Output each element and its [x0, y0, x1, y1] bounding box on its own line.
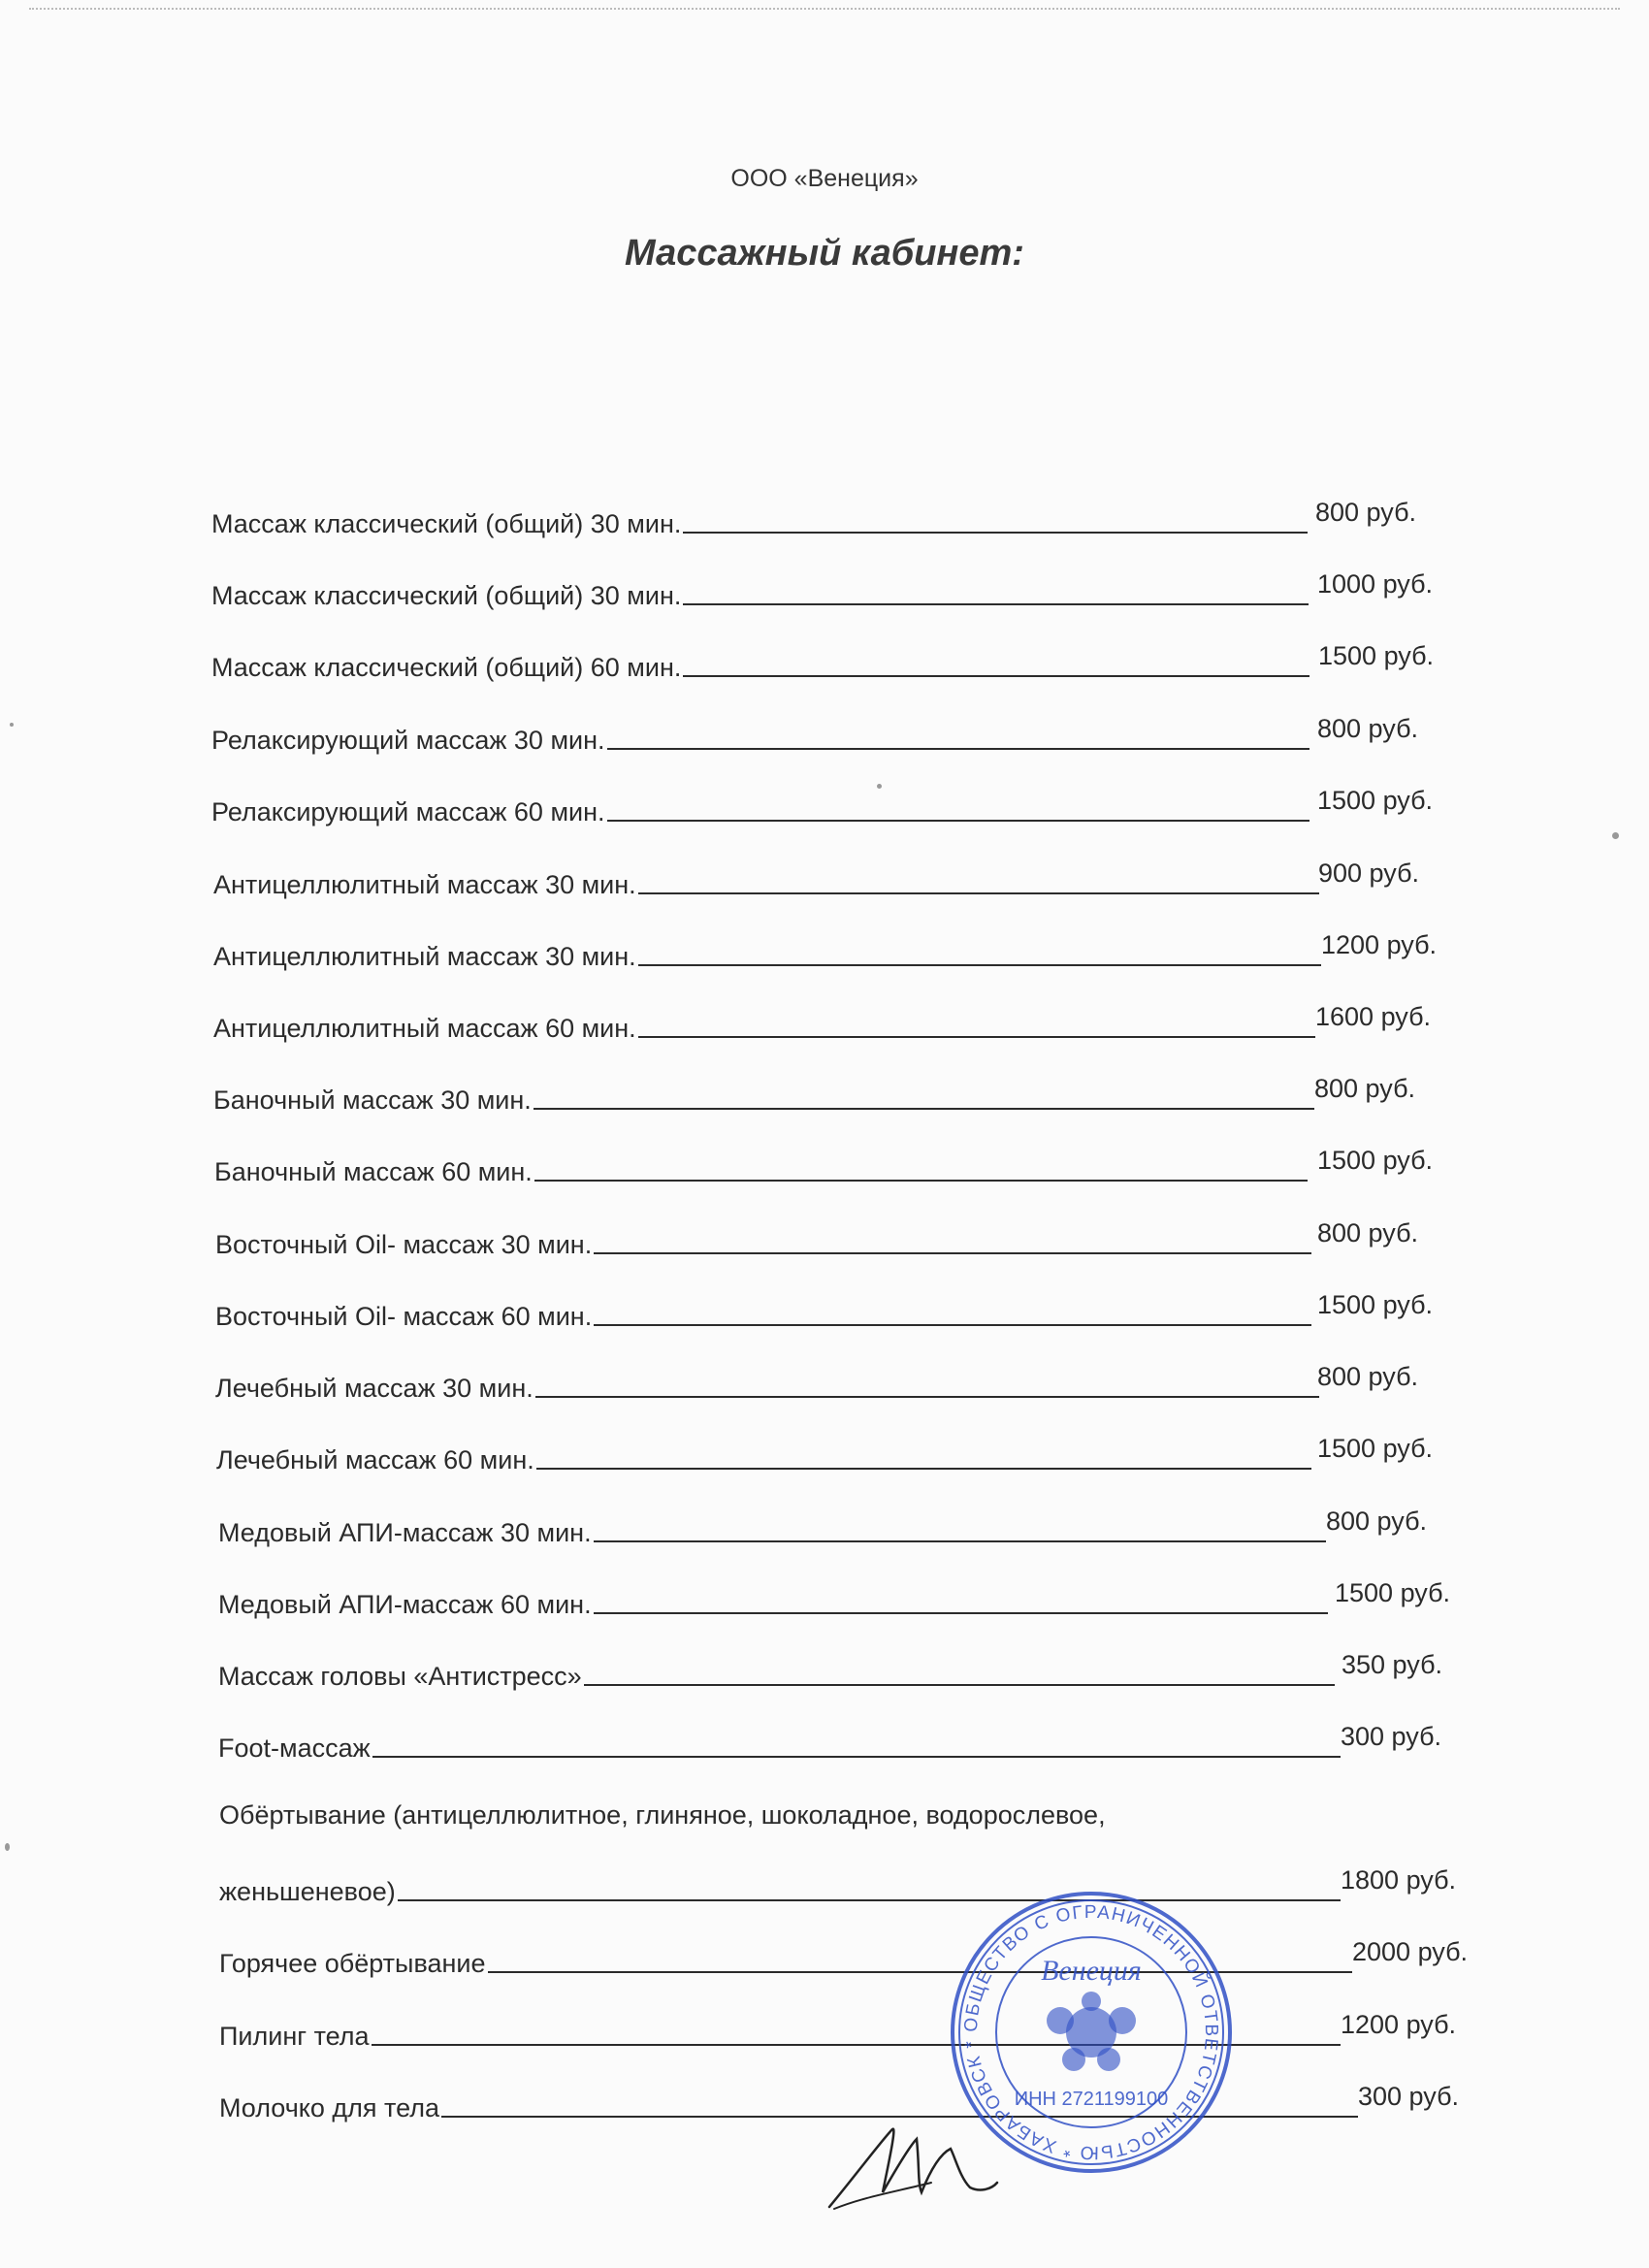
price-item	[216, 1434, 1482, 1479]
price-item	[215, 1362, 1482, 1408]
price-item-name: Баночный массаж 60 мин.	[214, 1157, 533, 1186]
price-item-name: Баночный массаж 30 мин.	[213, 1085, 532, 1115]
scan-speck	[1612, 832, 1619, 839]
company-name: ООО «Венеция»	[730, 165, 919, 192]
price-item-name: женьшеневое)	[219, 1877, 396, 1906]
price-item-price: 800 руб.	[1317, 1362, 1419, 1391]
leader-line	[594, 1252, 1311, 1254]
price-item-price: 1000 руб.	[1317, 569, 1434, 599]
leader-line	[372, 1756, 1341, 1758]
price-item	[213, 1002, 1480, 1048]
leader-line	[534, 1108, 1314, 1110]
price-item-price: 800 руб.	[1317, 714, 1419, 743]
price-item-name: Лечебный массаж 30 мин.	[215, 1374, 534, 1403]
price-item-price: 300 руб.	[1341, 1722, 1442, 1751]
leader-line	[638, 1036, 1315, 1038]
price-item	[211, 498, 1480, 543]
price-item-name: Foot-массаж	[218, 1733, 371, 1763]
price-item-price: 1500 руб.	[1317, 1434, 1434, 1463]
price-item-name-line: Обёртывание (антицеллюлитное, глиняное, шоколадное, водорослевое,	[219, 1800, 1106, 1830]
stamp-ring-text: ОБЩЕСТВО С ОГРАНИЧЕННОЙ ОТВЕТСТВЕННОСТЬЮ * ХАБАРОВСК *	[960, 1901, 1222, 2163]
price-item-name: Массаж головы «Антистресс»	[218, 1662, 582, 1691]
price-item	[213, 1074, 1479, 1119]
price-item-name: Массаж классический (общий) 60 мин.	[211, 653, 682, 682]
price-item	[218, 1722, 1505, 1767]
page-title: Массажный кабинет:	[625, 233, 1024, 274]
price-item	[214, 1146, 1482, 1191]
price-item	[218, 1507, 1491, 1552]
price-item-price: 1200 руб.	[1341, 2010, 1457, 2039]
price-item-name: Медовый АПИ-массаж 60 мин.	[218, 1590, 592, 1619]
price-item	[211, 786, 1482, 831]
price-item-name: Медовый АПИ-массаж 30 мин.	[218, 1518, 592, 1547]
price-item-name: Антицеллюлитный массаж 30 мин.	[213, 942, 636, 971]
price-item-price: 1500 руб.	[1335, 1578, 1451, 1607]
leader-line	[683, 532, 1308, 534]
price-item-name: Массаж классический (общий) 30 мин.	[211, 509, 682, 538]
stamp-inn: ИНН 2721199100	[1014, 2089, 1169, 2110]
stamp-emblem-icon	[1047, 1992, 1136, 2071]
price-item-price: 2000 руб.	[1352, 1937, 1469, 1966]
price-item-price: 1600 руб.	[1315, 1002, 1432, 1031]
price-item	[218, 1650, 1506, 1696]
price-item	[219, 1865, 1505, 1911]
price-item-price: 300 руб.	[1358, 2082, 1460, 2111]
price-item-name: Массаж классический (общий) 30 мин.	[211, 581, 682, 610]
price-item-price: 350 руб.	[1342, 1650, 1443, 1679]
leader-line	[638, 964, 1321, 966]
leader-line	[607, 820, 1310, 822]
leader-line	[534, 1180, 1308, 1182]
price-item-name: Релаксирующий массаж 60 мин.	[211, 797, 605, 826]
scan-speck	[10, 723, 14, 727]
price-item	[218, 1578, 1500, 1624]
leader-line	[594, 1324, 1311, 1326]
leader-line	[638, 892, 1319, 894]
price-item	[215, 1218, 1482, 1264]
leader-line	[683, 675, 1310, 677]
scan-speck	[5, 1843, 10, 1851]
price-item	[219, 1937, 1517, 1983]
price-item-name: Восточный Oil- массаж 30 мин.	[215, 1230, 593, 1259]
price-item-price: 1800 руб.	[1341, 1865, 1457, 1895]
price-item-name: Пилинг тела	[219, 2022, 370, 2051]
price-item-name: Восточный Oil- массаж 60 мин.	[215, 1302, 593, 1331]
price-item	[211, 569, 1482, 615]
price-item	[219, 2010, 1505, 2056]
price-item-name: Антицеллюлитный массаж 60 мин.	[213, 1014, 636, 1043]
scan-speck	[877, 784, 882, 789]
leader-line	[607, 748, 1310, 750]
signature	[824, 2100, 999, 2217]
price-item-price: 800 руб.	[1326, 1507, 1428, 1536]
price-item-name: Молочко для тела	[219, 2093, 439, 2122]
price-item-price: 1500 руб.	[1318, 641, 1435, 670]
scan-edge	[29, 8, 1620, 10]
price-item-name: Релаксирующий массаж 30 мин.	[211, 726, 605, 755]
price-item-name: Антицеллюлитный массаж 30 мин.	[213, 870, 636, 899]
price-item-name: Лечебный массаж 60 мин.	[216, 1445, 534, 1474]
price-item	[213, 859, 1483, 904]
price-item-price: 800 руб.	[1317, 1218, 1419, 1247]
price-item-price: 800 руб.	[1314, 1074, 1416, 1103]
leader-line	[683, 603, 1309, 605]
price-item-price: 800 руб.	[1315, 498, 1417, 527]
leader-line	[594, 1612, 1328, 1614]
price-item-name: Горячее обёртывание	[219, 1949, 486, 1978]
price-item	[213, 930, 1486, 976]
price-item-price: 1500 руб.	[1317, 1146, 1434, 1175]
leader-line	[594, 1540, 1326, 1542]
stamp-emblem-text: Венеция	[1041, 1955, 1142, 1987]
leader-line	[584, 1684, 1335, 1686]
price-item	[215, 1290, 1482, 1336]
price-item	[211, 714, 1482, 760]
leader-line	[535, 1396, 1319, 1398]
price-item	[211, 641, 1483, 687]
leader-line	[536, 1468, 1311, 1470]
price-item-price: 1500 руб.	[1317, 1290, 1434, 1319]
price-item-price: 900 руб.	[1318, 859, 1420, 888]
price-item-price: 1200 руб.	[1321, 930, 1438, 959]
price-item-price: 1500 руб.	[1317, 786, 1434, 815]
